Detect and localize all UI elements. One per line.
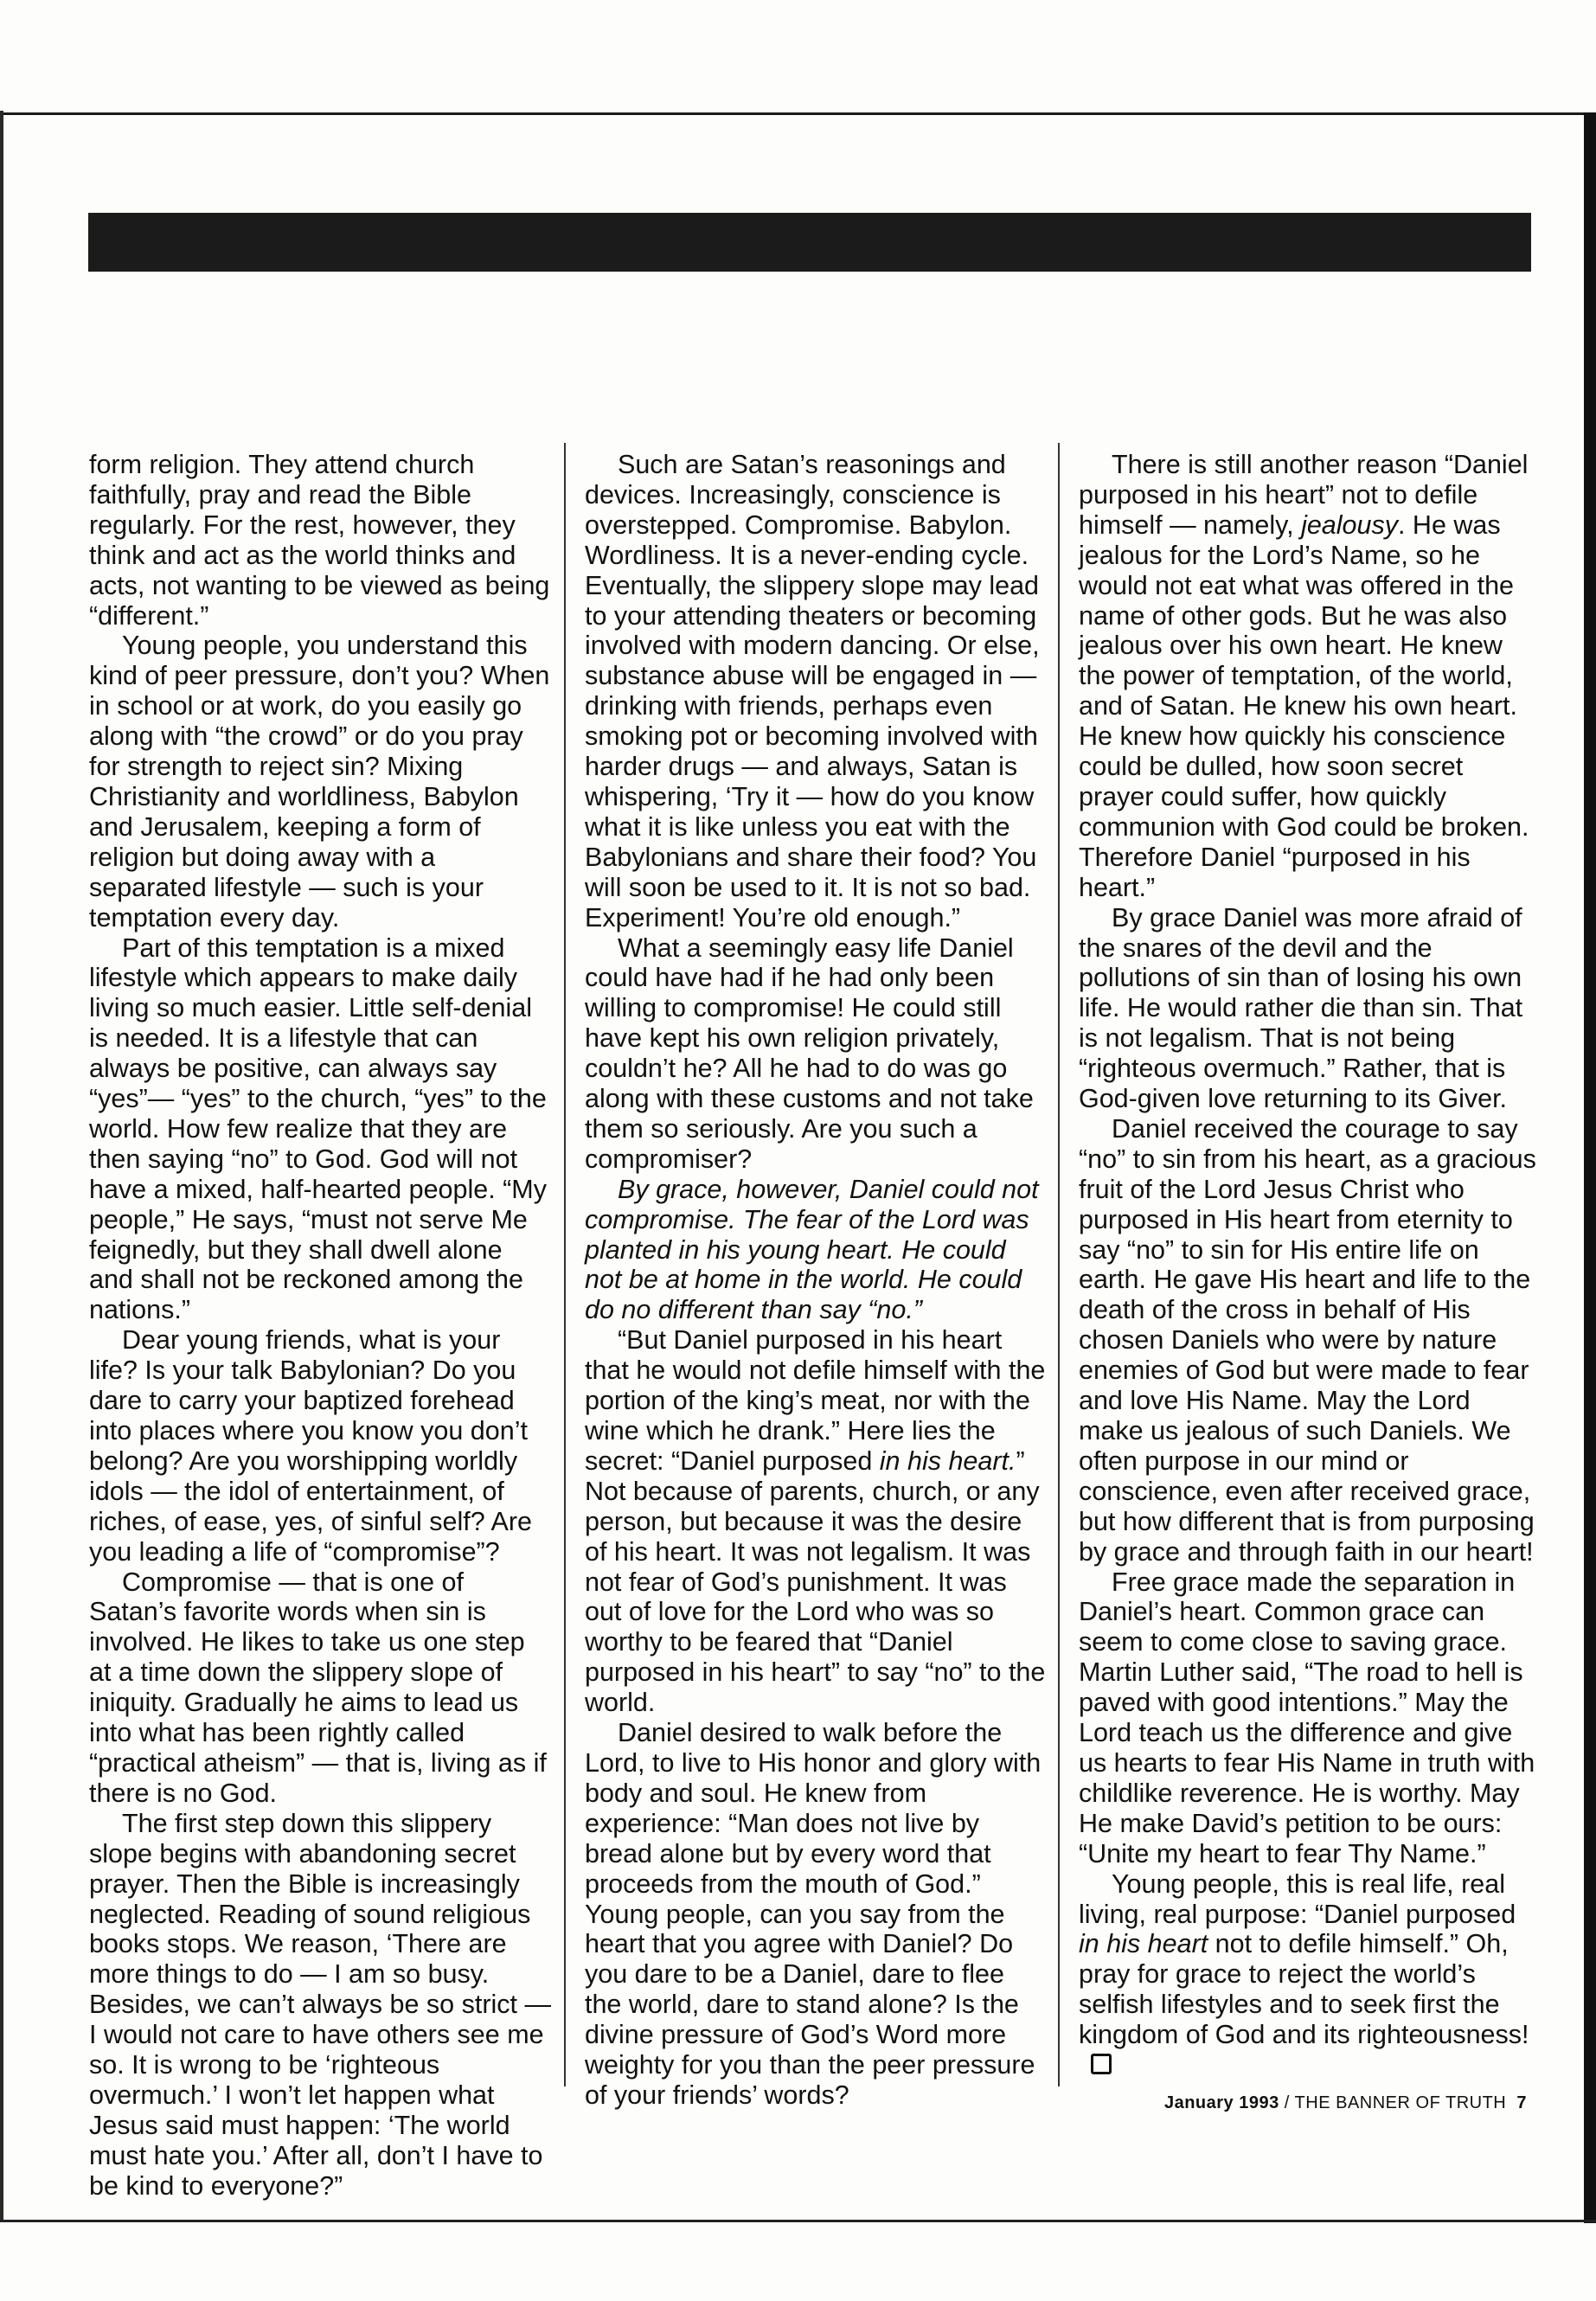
article-column-1 (89, 450, 552, 2202)
paragraph: By grace, however, Daniel could not compromise. The fear of the Lord was planted in his young heart. He could not be at home in the world. He could do no different than say “no.” (585, 1174, 1039, 1325)
paragraph: Daniel received the courage to say “no” to sin from his heart, as a gracious fruit of the Lord Jesus Christ who purposed in His heart from eternity to say “no” to sin for His entire life on earth. He gave His heart and life to the death of the cross in behalf of His chosen Daniels who were by nature enemies of God but were made to fear and love His Name. May the Lord make us jealous of such Daniels. We often purpose in our mind or conscience, even after received grace, but how different that is from purposing by grace and through faith in our heart! (1079, 1113, 1536, 1567)
paragraph: Free grace made the separation in Daniel’s heart. Common grace can seem to come close to saving grace. Martin Luther said, “The road to hell is paved with good intentions.” May the Lord teach us the difference and give us hearts to fear His Name in truth with childlike reverence. He is worthy. May He make David’s petition to be ours: “Unite my heart to fear Thy Name.” (1079, 1567, 1535, 1868)
end-of-article-icon (1091, 2054, 1112, 2074)
page-number: 7 (1516, 2093, 1527, 2112)
top-rule (0, 112, 1596, 115)
scan-edge-right (1584, 112, 1596, 2223)
paragraph: There is still another reason “Daniel purposed in his heart” not to defile himself — namely, jealousy. He was jealous for the Lord’s Name, so he would not eat what was offered in the name of other gods. But he was also jealous over his own heart. He knew the power of temptation, of the world, and of Satan. He knew his own heart. He knew how quickly his conscience could be dulled, how soon secret prayer could suffer, how quickly communion with God could be broken. Therefore Daniel “purposed in his heart.” (1079, 450, 1529, 902)
footer-date: January 1993 (1163, 2093, 1279, 2112)
paragraph: form religion. They attend church faithfully, pray and read the Bible regularly. For the rest, however, they think and act as the world thinks and acts, not wanting to be viewed as being “different.” (89, 450, 550, 631)
paragraph: Dear young friends, what is your life? Is your talk Babylonian? Do you dare to carry your baptized forehead into places where you know you don’t belong? Are you worshipping worldly idols — the idol of entertainment, of riches, of ease, yes, of sinful self? Are you leading a life of “compromise”? (89, 1325, 532, 1567)
paragraph: Part of this temptation is a mixed lifestyle which appears to make daily living so much easier. Little self-denial is needed. It is a lifestyle that can always be positive, can always say “yes”— “yes” to the church, “yes” to the world. How few realize that they are then saying “no” to God. God will not have a mixed, half-hearted people. “My people,” He says, “must not serve Me feignedly, but they shall dwell alone and shall not be reckoned among the nations.” (89, 933, 547, 1325)
column-divider (564, 443, 566, 2086)
column-divider (1058, 443, 1060, 2086)
footer-publication: THE BANNER OF TRUTH (1294, 2093, 1507, 2112)
footer-separator: / (1279, 2093, 1295, 2112)
header-banner-bar (88, 213, 1531, 272)
paragraph: Compromise — that is one of Satan’s favorite words when sin is involved. He likes to take us one step at a time down the slippery slope of iniquity. Gradually he aims to lead us into what has been rightly called “practical atheism” — that is, living as if there is no God. (89, 1567, 547, 1808)
page-footer (1164, 2093, 1527, 2113)
article-column-2 (585, 450, 1048, 2111)
article-column-3 (1079, 450, 1542, 2080)
paragraph: By grace Daniel was more afraid of the snares of the devil and the pollutions of sin than of losing his own life. He would rather die than sin. That is not legalism. That is not being “righteous overmuch.” Rather, that is God-given love returning to its Giver. (1079, 902, 1523, 1114)
bottom-rule (0, 2220, 1596, 2222)
paragraph: “But Daniel purposed in his heart that he would not defile himself with the portion of the king’s meat, nor with the wine which he drank.” Here lies the secret: “Daniel purposed in his heart.” Not because of parents, church, or any person, but because it was the desire of his heart. It was not legalism. It was not fear of God’s punishment. It was out of love for the Lord who was so worthy to be feared that “Daniel purposed in his heart” to say “no” to the world. (585, 1325, 1046, 1718)
paragraph: Such are Satan’s reasonings and devices. Increasingly, conscience is overstepped. Compromise. Babylon. Wordliness. It is a never-ending cycle. Eventually, the slippery slope may lead to your attending theaters or becoming involved with modern dancing. Or else, substance abuse will be engaged in — drinking with friends, perhaps even smoking pot or becoming involved with harder drugs — and always, Satan is whispering, ‘Try it — how do you know what it is like unless you eat with the Babylonians and share their food? You will soon be used to it. It is not so bad. Experiment! You’re old enough.” (585, 450, 1040, 933)
paragraph: Young people, you understand this kind of peer pressure, don’t you? When in school or at work, do you easily go along with “the crowd” or do you pray for strength to reject sin? Mixing Christianity and worldliness, Babylon and Jerusalem, keeping a form of religion but doing away with a separated lifestyle — such is your temptation every day. (89, 631, 550, 933)
paragraph: What a seemingly easy life Daniel could have had if he had only been willing to compromise! He could still have kept his own religion privately, couldn’t he? All he had to do was go along with these customs and not take them so seriously. Are you such a compromiser? (585, 933, 1034, 1174)
paragraph: The first step down this slippery slope begins with abandoning secret prayer. Then the Bible is increasingly neglected. Reading of sound religious books stops. We reason, ‘There are more things to do — I am so busy. Besides, we can’t always be so strict — I would not care to have others see me so. It is wrong to be ‘righteous overmuch.’ I won’t let happen what Jesus said must happen: ‘The world must hate you.’ After all, don’t I have to be kind to everyone?” (89, 1808, 551, 2201)
scan-edge-left (0, 111, 3, 2221)
paragraph: Daniel desired to walk before the Lord, to live to His honor and glory with body and soul. He knew from experience: “Man does not live by bread alone but by every word that proceeds from the mouth of God.” Young people, can you say from the heart that you agree with Daniel? Do you dare to be a Daniel, dare to flee the world, dare to stand alone? Is the divine pressure of God’s Word more weighty for you than the peer pressure of your friends’ words? (585, 1718, 1042, 2110)
paragraph: Young people, this is real life, real living, real purpose: “Daniel purposed in his heart not to defile himself.” Oh, pray for grace to reject the world’s selfish lifestyles and to seek first the kingdom of God and its righteousness! (1079, 1869, 1542, 2080)
